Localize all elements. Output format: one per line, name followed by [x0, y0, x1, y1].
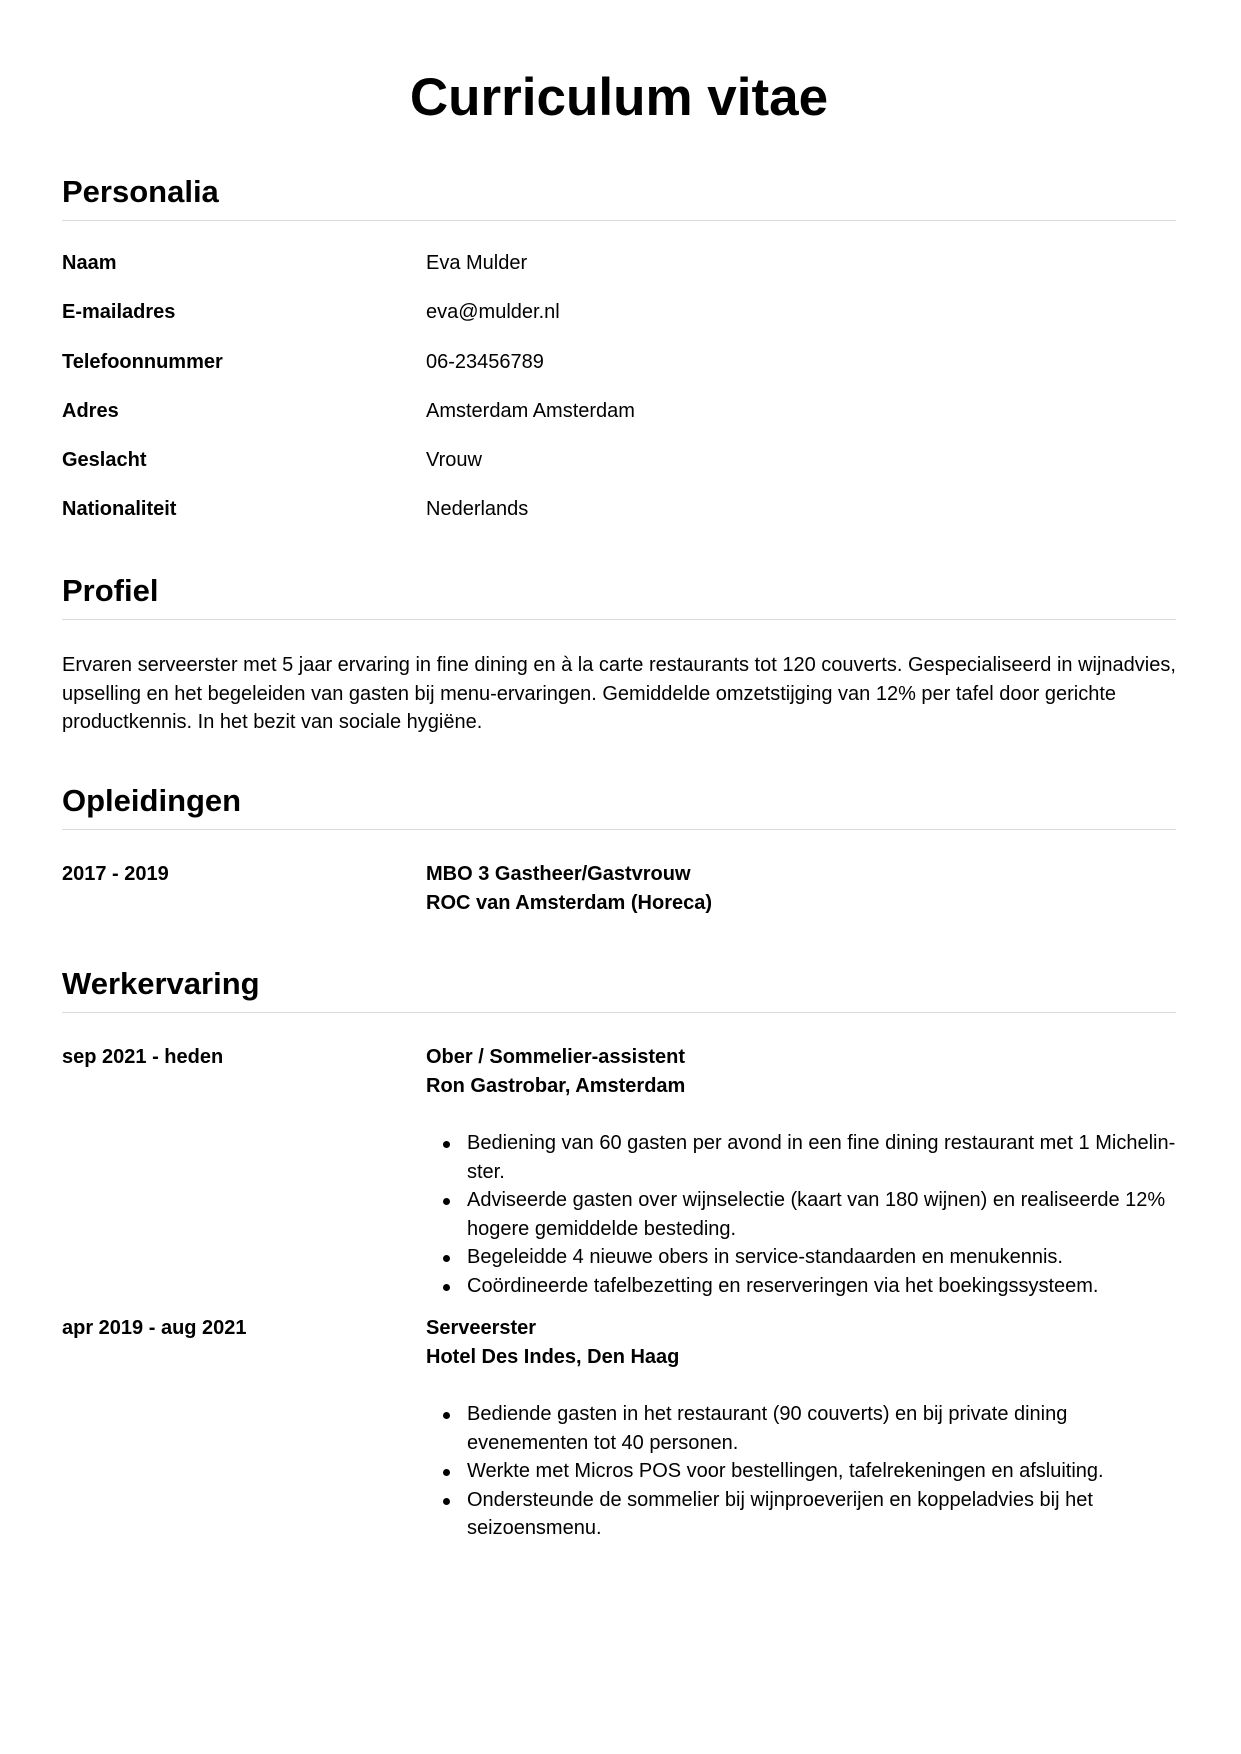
bullet-item: Ondersteunde de sommelier bij wijnproeverijen en koppeladvies bij het seizoensmenu. [426, 1486, 1176, 1543]
field-label: E-mailadres [62, 301, 176, 324]
bullet-item: Bediende gasten in het restaurant (90 couverts) en bij private dining evenementen tot 40 personen. [426, 1400, 1176, 1457]
bullet-item: Werkte met Micros POS voor bestellingen, tafelrekeningen en afsluiting. [426, 1457, 1176, 1486]
entry-body [426, 860, 1176, 917]
field-label: Naam [62, 252, 117, 274]
personalia-table [62, 221, 1176, 546]
personalia-row-adres [62, 398, 1176, 447]
personalia-row-telefoon [62, 349, 1176, 398]
entry-title: MBO 3 Gastheer/Gastvrouw [426, 863, 691, 885]
section-heading-profiel: Profiel [62, 571, 1176, 620]
entry-title: Ober / Sommelier-assistent [426, 1046, 685, 1068]
personalia-row-geslacht [62, 447, 1176, 496]
field-label: Telefoonnummer [62, 350, 223, 373]
section-werkervaring [62, 964, 1176, 1543]
entry-bullet-list [426, 1129, 1176, 1300]
work-entry [62, 1300, 1176, 1543]
field-label: Geslacht [62, 449, 147, 472]
field-value: 06-23456789 [426, 350, 544, 373]
entry-title: Serveerster [426, 1317, 537, 1339]
personalia-row-nationaliteit [62, 496, 1176, 545]
section-personalia [62, 172, 1176, 546]
entry-body [426, 1314, 1176, 1543]
entry-bullet-list [426, 1400, 1176, 1543]
field-label: Nationaliteit [62, 498, 177, 521]
bullet-item: Adviseerde gasten over wijnselectie (kaart van 180 wijnen) en realiseerde 12% hogere gemiddelde besteding. [426, 1186, 1176, 1243]
entry-organization: Hotel Des Indes, Den Haag [426, 1345, 680, 1368]
section-opleidingen [62, 781, 1176, 917]
field-value: Eva Mulder [426, 252, 528, 274]
field-label: Adres [62, 399, 119, 422]
section-heading-personalia: Personalia [62, 172, 1176, 221]
field-value: Vrouw [426, 449, 482, 472]
field-value: Nederlands [426, 498, 529, 521]
section-profiel [62, 571, 1176, 737]
section-heading-opleidingen: Opleidingen [62, 781, 1176, 830]
education-entry [62, 830, 1176, 917]
entry-period: 2017 - 2019 [62, 863, 169, 885]
entry-period: apr 2019 - aug 2021 [62, 1317, 247, 1339]
section-heading-werkervaring: Werkervaring [62, 964, 1176, 1013]
bullet-item: Coördineerde tafelbezetting en reserveringen via het boekingssysteem. [426, 1272, 1176, 1301]
work-entry [62, 1013, 1176, 1300]
bullet-item: Begeleidde 4 nieuwe obers in service-standaarden en menukennis. [426, 1243, 1176, 1272]
personalia-row-email [62, 299, 1176, 348]
entry-body [426, 1043, 1176, 1300]
field-value: eva@mulder.nl [426, 301, 560, 324]
document-title: Curriculum vitae [409, 68, 829, 127]
entry-organization: Ron Gastrobar, Amsterdam [426, 1074, 686, 1097]
entry-organization: ROC van Amsterdam (Horeca) [426, 891, 713, 914]
profile-text: Ervaren serveerster met 5 jaar ervaring in fine dining en à la carte restaurants tot 120 couverts. Gespecialiseerd in wijnadvies, upselling en het begeleiden van gasten bij menu-ervaringen. Gemiddelde omzetstijging van 12% per tafel door gerichte productkennis. In het bezit van sociale hygiëne. [62, 654, 1176, 733]
field-value: Amsterdam Amsterdam [426, 399, 635, 422]
entry-period: sep 2021 - heden [62, 1046, 224, 1068]
bullet-item: Bediening van 60 gasten per avond in een fine dining restaurant met 1 Michelin-ster. [426, 1129, 1176, 1186]
personalia-row-naam [62, 250, 1176, 299]
